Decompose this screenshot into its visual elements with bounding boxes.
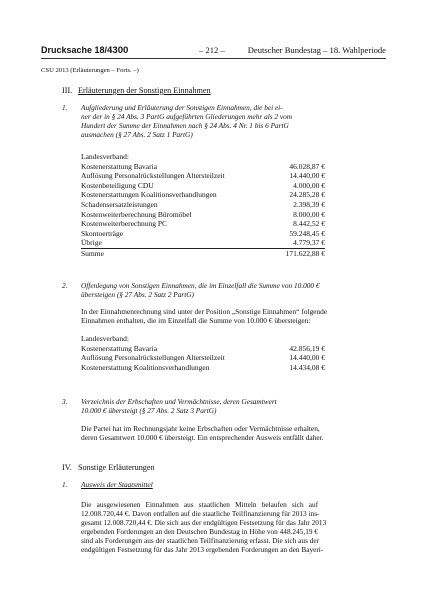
item-3-heading-line-2: 10.000 € übersteigt (§ 27 Abs. 2 Satz 3 PartG) bbox=[81, 406, 217, 415]
item-2-para-line-2: Einnahmen enthalten, die im Einzelfall die Summe von 10.000 € übersteigen: bbox=[81, 316, 311, 325]
item-3-para-line-1: Die Partei hat im Rechnungsjahr keine Erbschaften oder Vermächtnisse erhalten, bbox=[81, 424, 320, 433]
section-iii-title: Erläuterungen der Sonstigen Einnahmen bbox=[78, 86, 211, 95]
table-row: Kostenbeteiligung CDU 4.000,00 € bbox=[81, 180, 325, 190]
table-heading-row: Landesverband: bbox=[81, 334, 129, 343]
item-3-number: 3. bbox=[62, 397, 68, 406]
iv-para-line-2: 12.008.720,44 €. Davon entfallen auf die staatliche Teilfinanzierung für 2013 ins- bbox=[81, 509, 320, 518]
item-3-para-line-2: deren Gesamtwert 10.000 € übersteigt. Ein entsprechender Ausweis entfällt daher. bbox=[81, 433, 324, 442]
item-1-heading-line-1: Aufgliederung und Erläuterung der Sonstigen Einnahmen, die bei ei- bbox=[81, 103, 283, 112]
running-header bbox=[41, 43, 386, 57]
header-rule bbox=[41, 58, 386, 59]
table-row: Kostenweiterberechnung Büromöbel 8.000,00 € bbox=[81, 209, 325, 219]
iv-item-1-title: Ausweis der Staatsmittel bbox=[81, 480, 153, 489]
section-iii-label: III. bbox=[62, 86, 73, 95]
drucksache-number: Drucksache 18/4300 bbox=[41, 45, 129, 56]
item-3-heading-line-1: Verzeichnis der Erbschaften und Vermächtnisse, deren Gesamtwert bbox=[81, 397, 277, 406]
table-heading-row: Landesverband: bbox=[81, 152, 129, 161]
table-row: Kostenerstattungen Koalitionsverhandlungen 24.285,28 € bbox=[81, 190, 325, 200]
section-iv-label: IV. bbox=[62, 463, 72, 472]
table-row: Auflösung Personalrückstellungen Altersteilzeit 14.440,00 € bbox=[81, 171, 325, 181]
sonstige-einnahmen-table bbox=[81, 152, 325, 259]
item-2-heading-line-2: übersteigen (§ 27 Abs. 2 Satz 2 PartG) bbox=[81, 290, 194, 299]
page-number: – 212 – bbox=[199, 45, 225, 55]
table-row: Kostenweiterberechnung PC 8.442,52 € bbox=[81, 219, 325, 229]
item-2-heading-line-1: Offenlegung von Sonstigen Einnahmen, die im Einzelfall die Summe von 10.000 € bbox=[81, 281, 320, 290]
section-iv-title: Sonstige Erläuterungen bbox=[78, 463, 155, 472]
einnahmen-ueber-10000-table bbox=[81, 334, 325, 372]
header-parliament: Deutscher Bundestag – 18. Wahlperiode bbox=[247, 45, 386, 55]
iv-para-line-4: ergebenden Forderungen an den Deutschen Bundestag in Höhe von 448.245,19 € bbox=[81, 527, 318, 536]
table-row: Skontoerträge 59.248,45 € bbox=[81, 228, 325, 238]
table-row: Kostenerstattung Koalitionsverhandlungen 14.434,08 € bbox=[81, 362, 325, 372]
table-sum-row: Summe 171.622,88 € bbox=[81, 248, 325, 258]
item-1-heading-line-3: Hundert der Summe der Einnahmen nach § 24 Abs. 4 Nr. 1 bis 6 PartG bbox=[81, 121, 289, 130]
iv-para-line-1: Die ausgewiesenen Einnahmen aus staatlichen Mitteln belaufen sich auf bbox=[81, 500, 319, 509]
item-2-number: 2. bbox=[62, 281, 68, 290]
item-1-heading-line-2: ner der in § 24 Abs. 3 PartG aufgeführten Gliederungen mehr als 2 vom bbox=[81, 112, 293, 121]
table-row: Übrige 4.779,37 € bbox=[81, 238, 325, 248]
item-2-para-line-1: In der Einnahmenrechnung sind unter der Position „Sonstige Einnahmen“ folgende bbox=[81, 307, 328, 316]
table-row: Kostenerstattung Bavaria 42.856,19 € bbox=[81, 343, 325, 353]
section-subheader: CSU 2013 (Erläuterungen – Forts. –) bbox=[41, 67, 139, 74]
iv-para-line-6: endgültigen Festsetzung für das Jahr 2013 ergebenden Forderungen an den Bayeri- bbox=[81, 545, 324, 554]
item-1-heading-line-4: ausmachen (§ 27 Abs. 2 Satz 1 PartG) bbox=[81, 130, 193, 139]
table-row: Schadensersatzleistungen 2.398,39 € bbox=[81, 199, 325, 209]
iv-para-line-3: gesamt 12.008.720,44 €. Die sich aus der endgültigen Festsetzung für das Jahr 2013 bbox=[81, 518, 327, 527]
table-row: Kostenerstattung Bavaria 46.028,87 € bbox=[81, 161, 325, 171]
iv-para-line-5: sind als Forderungen aus der staatlichen Teilfinanzierung erfasst. Die sich aus der bbox=[81, 536, 320, 545]
iv-item-1-number: 1. bbox=[62, 480, 68, 489]
table-row: Auflösung Personalrückstellungen Altersteilzeit 14.440,00 € bbox=[81, 353, 325, 363]
item-1-number: 1. bbox=[62, 103, 68, 112]
